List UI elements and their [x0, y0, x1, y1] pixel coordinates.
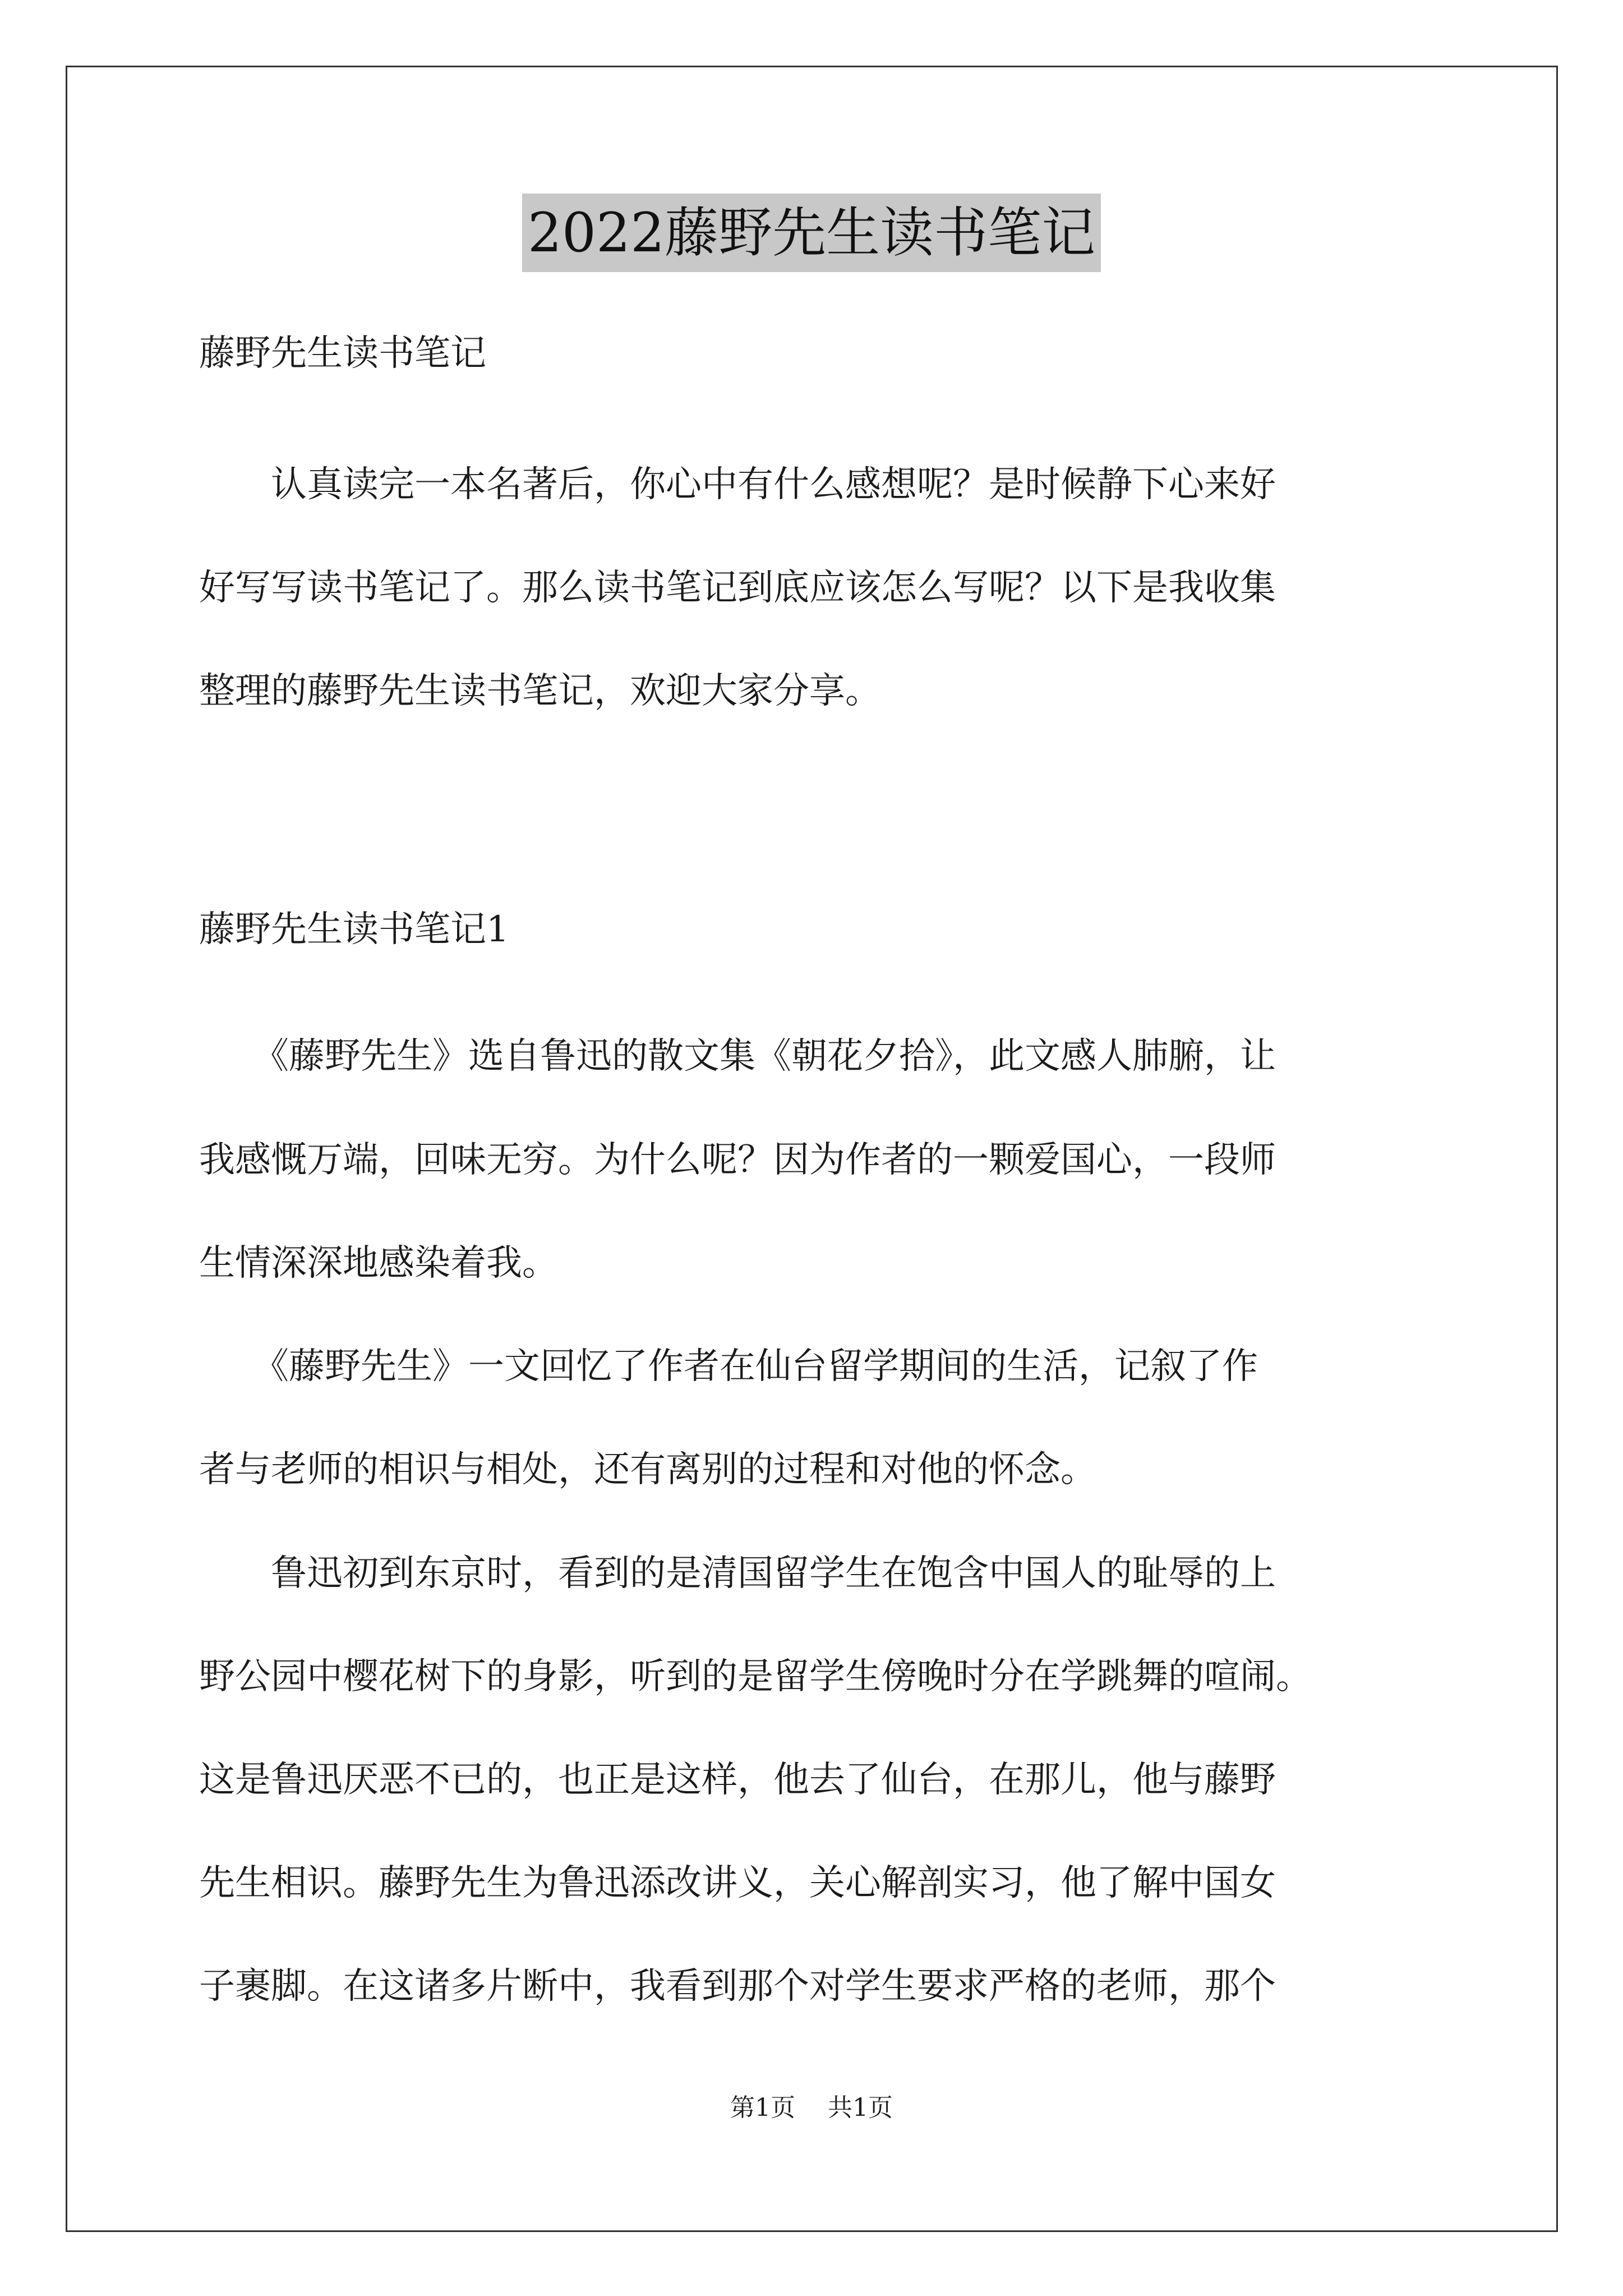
body-line: 整理的藤野先生读书笔记，欢迎大家分享。	[199, 670, 881, 712]
body-line: 好写写读书笔记了。那么读书笔记到底应该怎么写呢？以下是我收集	[199, 567, 1276, 609]
title-container	[0, 194, 1623, 272]
body-line: 《藤野先生》选自鲁迅的散文集《朝花夕拾》，此文感人肺腑，让	[199, 1036, 1276, 1077]
document-title: 2022藤野先生读书笔记	[522, 194, 1101, 272]
body-line: 鲁迅初到东京时，看到的是清国留学生在饱含中国人的耻辱的上	[199, 1553, 1276, 1594]
body-line: 野公园中樱花树下的身影，听到的是留学生傍晚时分在学跳舞的喧闹。	[199, 1656, 1312, 1697]
body-line: 这是鲁迅厌恶不已的，也正是这样，他去了仙台，在那儿，他与藤野	[199, 1759, 1276, 1801]
body-line: 生情深深地感染着我。	[199, 1243, 558, 1284]
body-line: 子裹脚。在这诸多片断中，我看到那个对学生要求严格的老师，那个	[199, 1966, 1276, 2007]
body-line: 先生相识。藤野先生为鲁迅添改讲义，关心解剖实习，他了解中国女	[199, 1862, 1276, 1904]
body-line: 者与老师的相识与相处，还有离别的过程和对他的怀念。	[199, 1449, 1096, 1490]
body-line: 《藤野先生》一文回忆了作者在仙台留学期间的生活，记叙了作	[199, 1346, 1258, 1387]
body-line: 我感慨万端，回味无穷。为什么呢？因为作者的一颗爱国心，一段师	[199, 1139, 1276, 1181]
page-footer: 第1页 共1页	[730, 2093, 893, 2122]
heading-line: 藤野先生读书笔记	[199, 333, 486, 374]
section-heading-line: 藤野先生读书笔记1	[199, 909, 509, 950]
body-line: 认真读完一本名著后，你心中有什么感想呢？是时候静下心来好	[199, 464, 1276, 505]
